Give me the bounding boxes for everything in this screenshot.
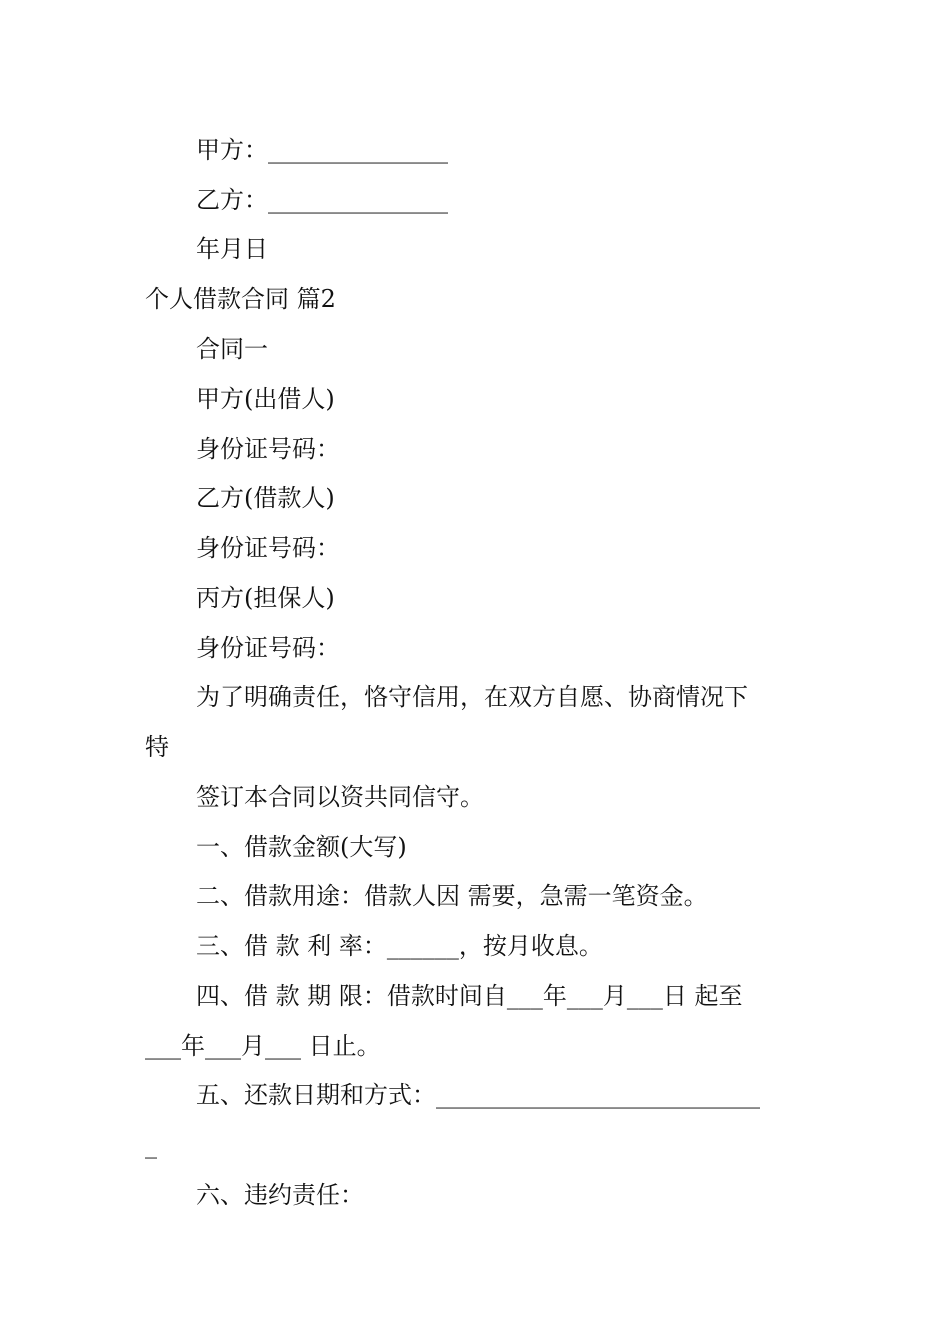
section-heading: 个人借款合同 篇2 <box>145 285 336 313</box>
lender-id-label: 身份证号码： <box>196 435 340 463</box>
lender-label: 甲方(出借人) <box>196 385 335 413</box>
preamble-paragraph: 为了明确责任，恪守信用，在双方自愿、协商情况下 <box>196 683 748 711</box>
clause-loan-purpose: 二、借款用途：借款人因 需要，急需一笔资金。 <box>196 882 708 910</box>
clause-liability: 六、违约责任： <box>196 1181 364 1209</box>
contract-subtitle: 合同一 <box>196 335 268 363</box>
clause-loan-term-end: ___年___月___ 日止。 <box>145 1032 381 1060</box>
preamble-closing: 签订本合同以资共同信守。 <box>196 783 484 811</box>
clause-loan-amount: 一、借款金额(大写) <box>196 833 407 861</box>
party-b-signature-line: 乙方：_______________ <box>196 186 448 214</box>
borrower-id-label: 身份证号码： <box>196 534 340 562</box>
date-line: 年月日 <box>196 235 268 263</box>
guarantor-label: 丙方(担保人) <box>196 584 335 612</box>
party-a-signature-line: 甲方：_______________ <box>196 136 448 164</box>
clause-interest-rate: 三、借 款 利 率：______，按月收息。 <box>196 932 603 960</box>
clause-loan-term: 四、借 款 期 限：借款时间自___年___月___日 起至 <box>196 982 743 1010</box>
clause-repayment-continuation: _ <box>145 1131 157 1159</box>
preamble-continuation: 特 <box>145 733 169 761</box>
clause-repayment: 五、还款日期和方式：___________________________ <box>196 1081 760 1109</box>
guarantor-id-label: 身份证号码： <box>196 634 340 662</box>
borrower-label: 乙方(借款人) <box>196 484 335 512</box>
